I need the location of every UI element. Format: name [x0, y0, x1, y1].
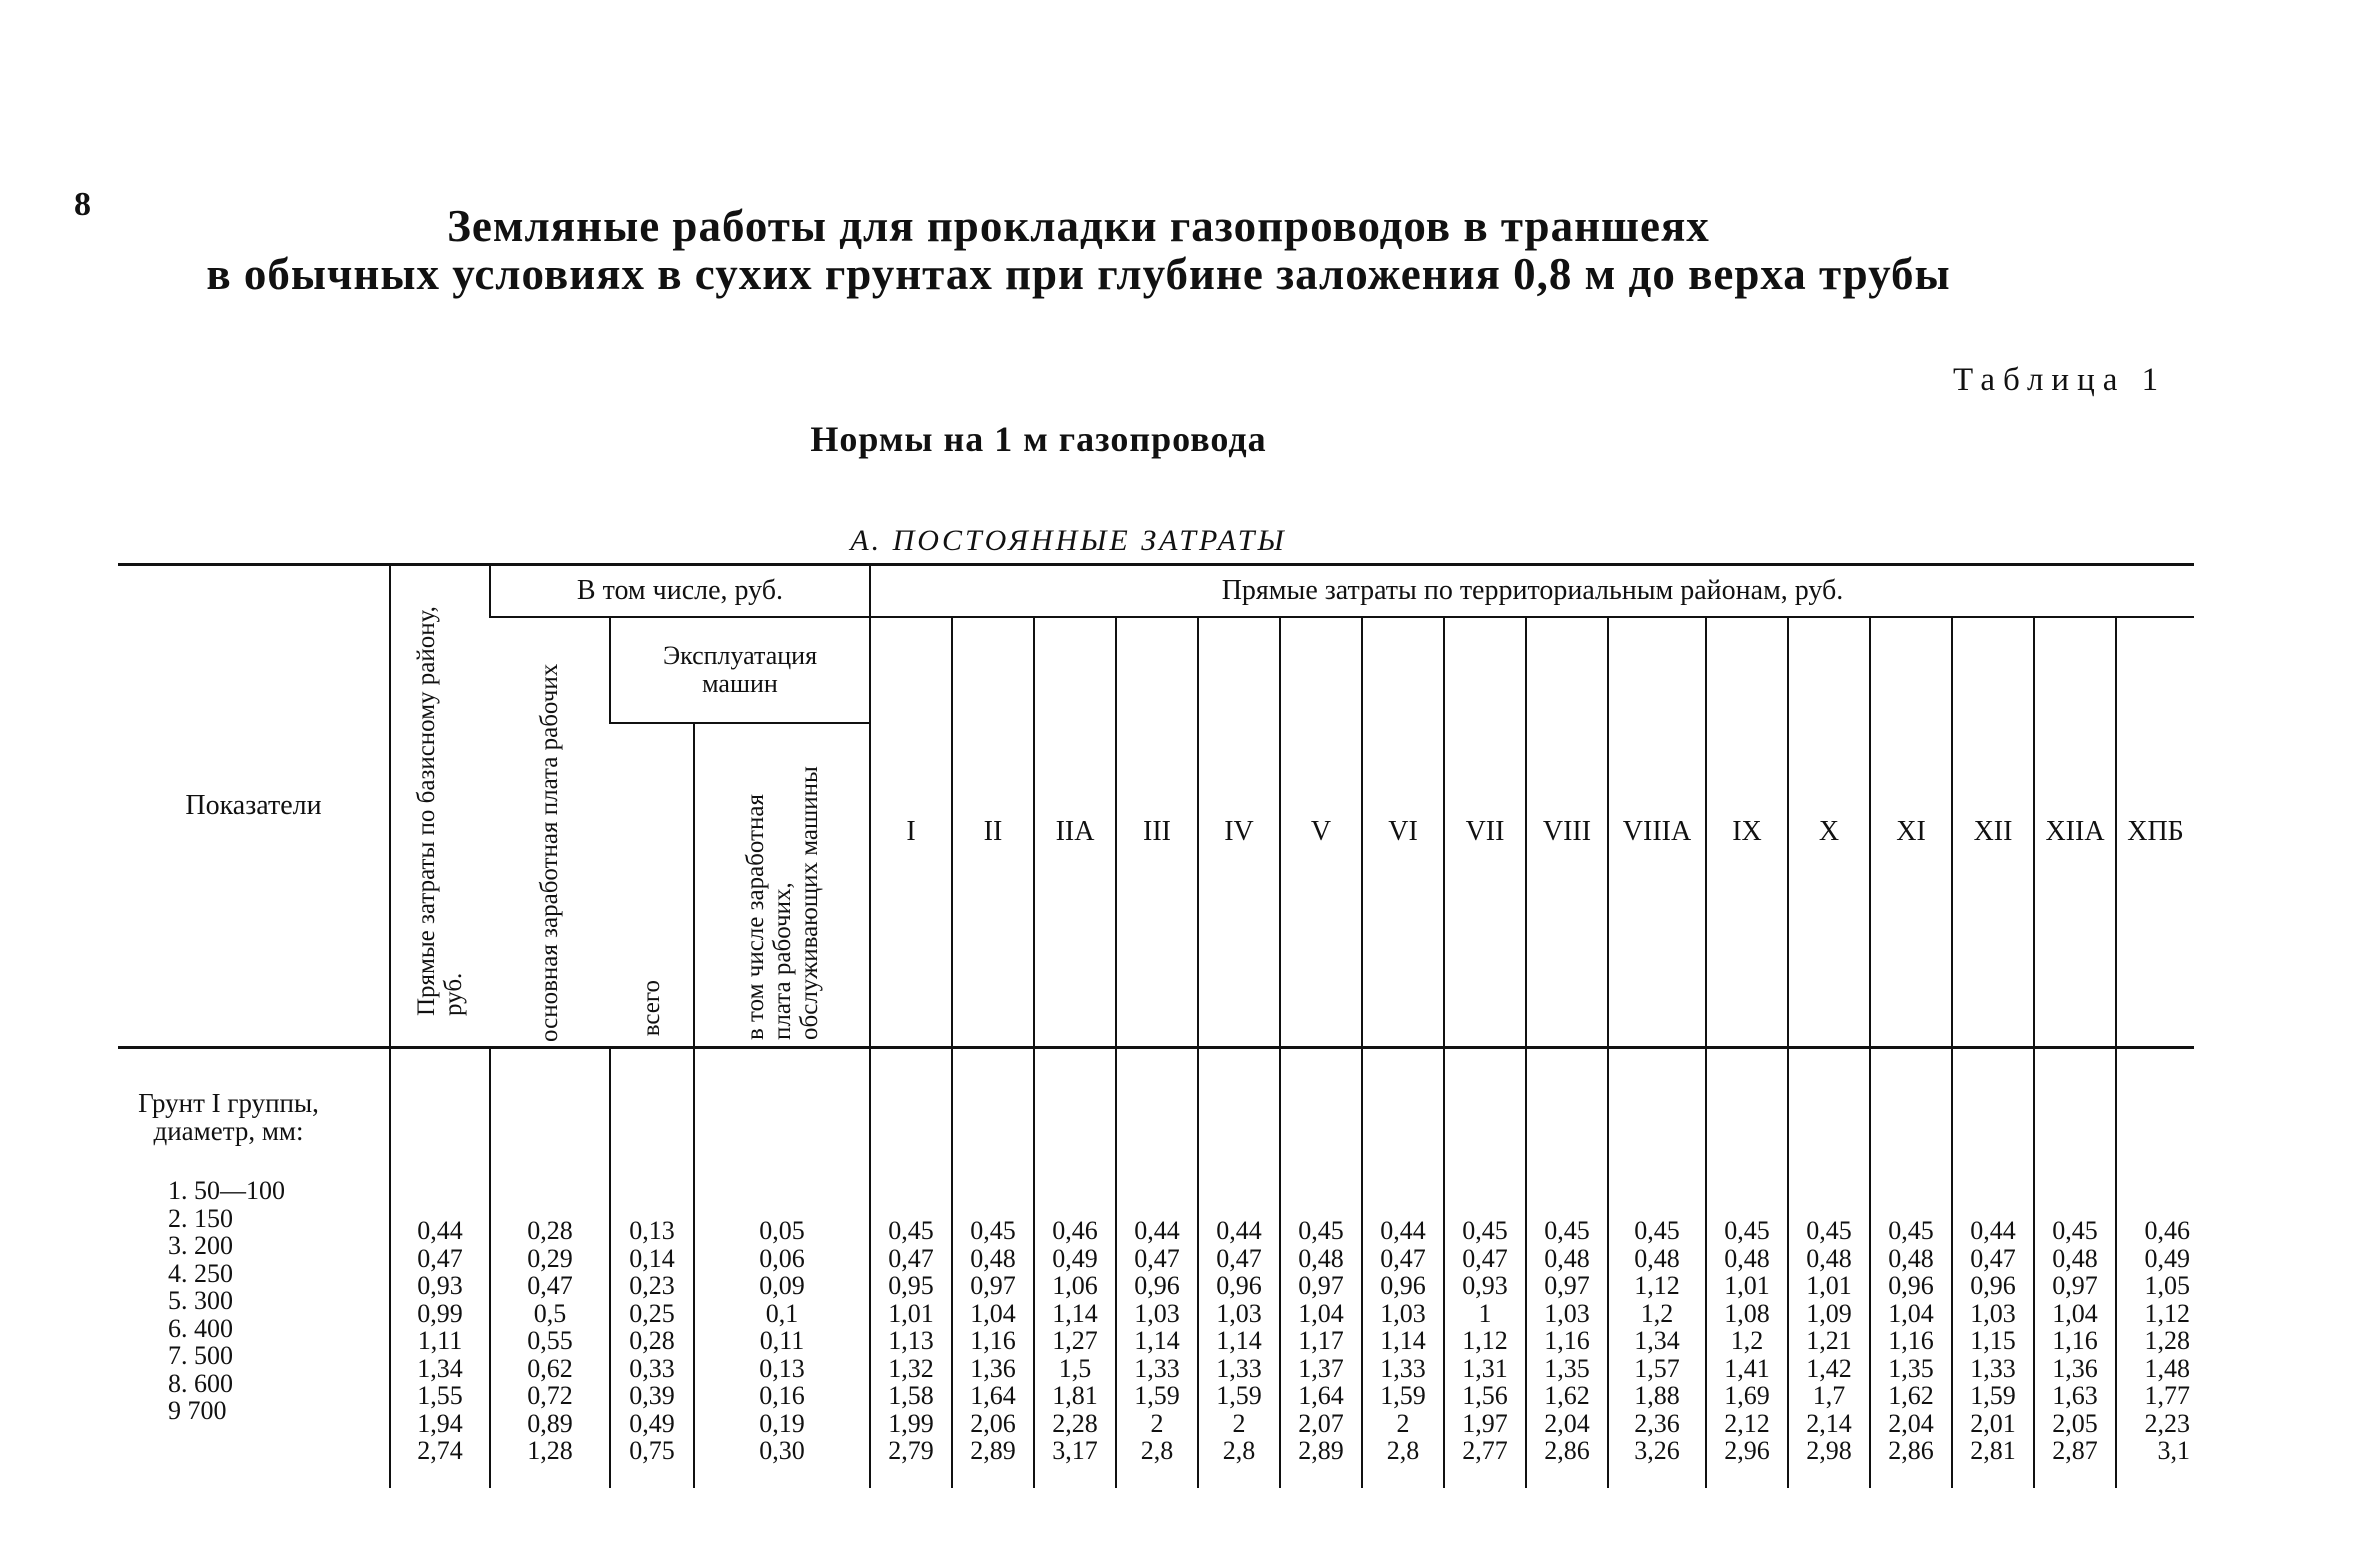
cell-region: 1,58	[888, 1381, 934, 1410]
cell-total: 0,23	[629, 1271, 675, 1300]
cell-region: 1,33	[1970, 1353, 2016, 1383]
cell-region: 1,62	[1888, 1381, 1934, 1410]
section-title: А. ПОСТОЯННЫЕ ЗАТРАТЫ	[850, 524, 1287, 557]
cell-region: 0,49	[2144, 1243, 2190, 1273]
cell-region: 1,2	[1730, 1326, 1764, 1355]
cell-wage: 0,62	[527, 1353, 573, 1383]
cell-region: 0,44	[1216, 1216, 1262, 1245]
cell-region: 1,14	[1052, 1298, 1098, 1328]
cell-region: 0,45	[2052, 1216, 2098, 1245]
cell-region: 1,13	[888, 1326, 934, 1355]
cell-region: 0,45	[1888, 1216, 1934, 1245]
cell-region: 2,86	[1544, 1436, 1590, 1465]
cell-region: 1,59	[1134, 1381, 1180, 1410]
cell-base: 1,11	[417, 1326, 463, 1355]
cell-region: 2,28	[1052, 1408, 1098, 1438]
cell-base: 1,94	[417, 1408, 463, 1438]
cell-region: 1,63	[2052, 1381, 2098, 1410]
cell-total: 0,25	[629, 1298, 675, 1328]
cell-region: 0,96	[1888, 1271, 1934, 1300]
header-total: всего	[610, 723, 694, 1048]
cell-region: 1,16	[1544, 1326, 1590, 1355]
col-region	[1198, 1048, 1280, 1488]
cell-region: 1,03	[1216, 1298, 1262, 1328]
cell-region: 2,07	[1298, 1408, 1344, 1438]
cell-region: 0,96	[1970, 1271, 2016, 1300]
col-region	[1116, 1048, 1198, 1488]
col-region	[870, 1048, 952, 1488]
cell-region: 2,06	[970, 1408, 1016, 1438]
region-header: IX	[1706, 617, 1788, 1048]
cell-region: 1,12	[2144, 1298, 2190, 1328]
cell-region: 1,59	[1380, 1381, 1426, 1410]
cell-total: 0,39	[629, 1381, 675, 1410]
cell-region: 1,01	[1806, 1271, 1852, 1300]
cell-base: 0,99	[417, 1298, 463, 1328]
norms-title: Нормы на 1 м газопровода	[810, 419, 1267, 459]
cell-region: 1,62	[1544, 1381, 1590, 1410]
cell-region: 1,64	[970, 1381, 1016, 1410]
cell-region: 1,57	[1634, 1353, 1680, 1383]
cell-region: 0,47	[888, 1243, 934, 1273]
cell-region: 0,45	[1544, 1216, 1590, 1245]
col-mwage	[694, 1048, 870, 1488]
cell-region: 1,12	[1462, 1326, 1508, 1355]
cell-region: 1,14	[1380, 1326, 1426, 1355]
region-header: XII	[1952, 617, 2034, 1048]
row-label: 8. 600	[168, 1368, 233, 1398]
cell-region: 1,03	[1970, 1298, 2016, 1328]
cell-region: 2,05	[2052, 1408, 2098, 1438]
cell-wage: 0,47	[527, 1271, 573, 1300]
cell-base: 1,55	[417, 1381, 463, 1410]
col-base	[390, 1048, 490, 1488]
cell-region: 1,35	[1888, 1353, 1934, 1383]
cell-region: 1,36	[2052, 1353, 2098, 1383]
header-basic-wage: основная заработная плата рабочих	[490, 617, 610, 1048]
cell-region: 2,04	[1544, 1408, 1590, 1438]
cell-region: 1,81	[1052, 1381, 1098, 1410]
cell-total: 0,75	[629, 1436, 675, 1465]
cell-region: 2,01	[1970, 1408, 2016, 1438]
col-region	[1952, 1048, 2034, 1488]
cell-region: 2	[1232, 1408, 1246, 1438]
cell-region: 0,47	[1462, 1243, 1508, 1273]
cell-mwage: 0,30	[759, 1436, 805, 1465]
cell-region: 2,8	[1386, 1436, 1420, 1465]
cell-region: 0,48	[1806, 1243, 1852, 1273]
cell-region: 0,45	[888, 1216, 934, 1245]
cell-region: 2	[1396, 1408, 1410, 1438]
cell-region: 2,89	[1298, 1436, 1344, 1465]
cell-region: 1,42	[1806, 1353, 1852, 1383]
table-body-row	[118, 1048, 2194, 1488]
cell-region: 1,7	[1812, 1381, 1846, 1410]
region-header: VIII	[1526, 617, 1608, 1048]
cell-region: 0,47	[1970, 1243, 2016, 1273]
cell-region: 0,46	[2144, 1216, 2190, 1245]
cell-region: 1,04	[1298, 1298, 1344, 1328]
col-region	[1444, 1048, 1526, 1488]
cell-region: 1,08	[1724, 1298, 1770, 1328]
cell-region: 1,34	[1634, 1326, 1680, 1355]
cell-region: 0,48	[1634, 1243, 1680, 1273]
region-header: IIA	[1034, 617, 1116, 1048]
cell-region: 0,48	[970, 1243, 1016, 1273]
row-label: 1. 50—100	[168, 1176, 285, 1205]
cell-region: 0,96	[1134, 1271, 1180, 1300]
col-region	[952, 1048, 1034, 1488]
region-header: X	[1788, 617, 1870, 1048]
cell-region: 0,45	[1724, 1216, 1770, 1245]
cell-region: 3,1	[2157, 1436, 2190, 1465]
col-region	[1362, 1048, 1444, 1488]
cell-total: 0,28	[629, 1326, 675, 1355]
cell-region: 0,48	[1298, 1243, 1344, 1273]
cell-region: 1,28	[2144, 1326, 2190, 1355]
row-label: 9 700	[168, 1396, 227, 1425]
cell-region: 1,59	[1216, 1381, 1262, 1410]
cell-mwage: 0,09	[759, 1271, 805, 1300]
cell-base: 0,47	[417, 1243, 463, 1273]
region-header: V	[1280, 617, 1362, 1048]
cell-base: 1,34	[417, 1353, 463, 1383]
table-label: Таблица 1	[1953, 362, 2167, 398]
cell-region: 2,86	[1888, 1436, 1934, 1465]
region-header: I	[870, 617, 952, 1048]
cell-region: 1,16	[1888, 1326, 1934, 1355]
col-region	[1280, 1048, 1362, 1488]
cell-region: 2,79	[888, 1436, 934, 1465]
cell-region: 1,15	[1970, 1326, 2016, 1355]
cell-region: 1,16	[970, 1326, 1016, 1355]
cell-wage: 0,29	[527, 1243, 573, 1273]
cell-region: 0,44	[1970, 1216, 2016, 1245]
cell-region: 1,04	[970, 1298, 1016, 1328]
cell-total: 0,49	[629, 1408, 675, 1438]
cell-region: 2,14	[1806, 1408, 1852, 1438]
region-header: VII	[1444, 617, 1526, 1048]
cell-region: 1	[1478, 1298, 1492, 1328]
region-header: VI	[1362, 617, 1444, 1048]
cell-region: 1,09	[1806, 1298, 1852, 1328]
header-indicators: Показатели	[118, 565, 390, 1048]
cell-region: 1,03	[1134, 1298, 1180, 1328]
col-region	[1608, 1048, 1706, 1488]
cell-region: 1,99	[888, 1408, 934, 1438]
cell-region: 2,87	[2052, 1436, 2098, 1465]
cell-region: 1,97	[1462, 1408, 1508, 1438]
region-header: XIIA	[2034, 617, 2116, 1048]
cell-region: 1,33	[1380, 1353, 1426, 1383]
cell-region: 1,41	[1724, 1353, 1770, 1383]
cell-wage: 0,28	[527, 1216, 573, 1245]
cell-region: 0,93	[1462, 1271, 1508, 1300]
cell-region: 0,48	[1544, 1243, 1590, 1273]
cell-total: 0,14	[629, 1243, 675, 1273]
cell-region: 1,56	[1462, 1381, 1508, 1410]
cell-region: 2,12	[1724, 1408, 1770, 1438]
cell-region: 0,48	[1724, 1243, 1770, 1273]
cell-region: 0,45	[1462, 1216, 1508, 1245]
row-label: 3. 200	[168, 1231, 233, 1260]
cell-region: 2,77	[1462, 1436, 1508, 1465]
cell-mwage: 0,19	[759, 1408, 805, 1438]
header-including: В том числе, руб.	[490, 565, 870, 617]
col-region	[1526, 1048, 1608, 1488]
col-region	[1788, 1048, 1870, 1488]
cell-region: 2,89	[970, 1436, 1016, 1465]
page-number: 8	[74, 186, 91, 223]
cell-region: 1,77	[2144, 1381, 2190, 1410]
col-region	[2116, 1048, 2194, 1488]
cell-region: 1,32	[888, 1353, 934, 1383]
header-direct-regions: Прямые затраты по территориальным районам, руб.	[870, 565, 2194, 617]
cell-region: 1,37	[1298, 1353, 1344, 1383]
row-label: 2. 150	[168, 1203, 233, 1233]
cell-region: 1,21	[1806, 1326, 1852, 1355]
cell-region: 1,31	[1462, 1353, 1508, 1383]
cell-region: 1,01	[1724, 1271, 1770, 1300]
cell-region: 0,45	[1634, 1216, 1680, 1245]
cell-region: 3,26	[1634, 1436, 1680, 1465]
row-label: 7. 500	[168, 1341, 233, 1370]
cell-region: 2,81	[1970, 1436, 2016, 1465]
cell-region: 0,47	[1216, 1243, 1262, 1273]
cell-region: 0,96	[1216, 1271, 1262, 1300]
cell-region: 0,45	[1806, 1216, 1852, 1245]
cell-region: 2,36	[1634, 1408, 1680, 1438]
cell-base: 0,44	[417, 1216, 463, 1245]
region-header: IV	[1198, 617, 1280, 1048]
header-incl-wage-machine: в том числе заработная плата рабочих, обслуживающих машины	[694, 723, 870, 1048]
cell-region: 1,33	[1216, 1353, 1262, 1383]
cell-wage: 0,5	[533, 1298, 567, 1328]
region-header: XI	[1870, 617, 1952, 1048]
cell-region: 1,36	[970, 1353, 1016, 1383]
col-total	[610, 1048, 694, 1488]
cell-region: 2,96	[1724, 1436, 1770, 1465]
col-region	[1034, 1048, 1116, 1488]
region-header: III	[1116, 617, 1198, 1048]
row-label: 5. 300	[168, 1286, 233, 1315]
cell-region: 0,47	[1380, 1243, 1426, 1273]
header-direct-base: Прямые затраты по базисному району, руб.	[390, 565, 490, 1048]
row-label: 6. 400	[168, 1313, 233, 1343]
cell-mwage: 0,1	[765, 1298, 799, 1328]
cell-region: 1,64	[1298, 1381, 1344, 1410]
cell-region: 2,8	[1140, 1436, 1174, 1465]
cell-region: 2,8	[1222, 1436, 1256, 1465]
group-label: Грунт I группы, диаметр, мм:	[138, 1088, 319, 1146]
row-label: 4. 250	[168, 1258, 233, 1288]
cell-region: 0,44	[1380, 1216, 1426, 1245]
cell-region: 1,27	[1052, 1326, 1098, 1355]
cell-region: 0,44	[1134, 1216, 1180, 1245]
cell-region: 2	[1150, 1408, 1164, 1438]
cell-region: 0,46	[1052, 1216, 1098, 1245]
cell-mwage: 0,05	[759, 1216, 805, 1245]
cell-wage: 1,28	[527, 1436, 573, 1465]
cell-wage: 0,89	[527, 1408, 573, 1438]
cell-region: 1,05	[2144, 1271, 2190, 1300]
cell-region: 1,69	[1724, 1381, 1770, 1410]
cell-region: 1,16	[2052, 1326, 2098, 1355]
cell-region: 1,33	[1134, 1353, 1180, 1383]
region-header: II	[952, 617, 1034, 1048]
cell-mwage: 0,06	[759, 1243, 805, 1273]
cell-region: 1,12	[1634, 1271, 1680, 1300]
cell-region: 1,2	[1640, 1298, 1674, 1328]
row-labels-cell	[118, 1048, 390, 1488]
cell-region: 0,49	[1052, 1243, 1098, 1273]
col-region	[2034, 1048, 2116, 1488]
cell-region: 2,98	[1806, 1436, 1852, 1465]
col-region	[1870, 1048, 1952, 1488]
title-line-1: Земляные работы для прокладки газопроводов в траншеях	[447, 201, 1710, 251]
norms-table	[118, 563, 2194, 1488]
cell-region: 0,45	[970, 1216, 1016, 1245]
cell-region: 0,97	[1544, 1271, 1590, 1300]
cell-region: 1,48	[2144, 1353, 2190, 1383]
cell-region: 0,47	[1134, 1243, 1180, 1273]
cell-region: 1,59	[1970, 1381, 2016, 1410]
region-header: ХПБ	[2116, 617, 2194, 1048]
cell-region: 1,06	[1052, 1271, 1098, 1300]
cell-region: 1,04	[1888, 1298, 1934, 1328]
cell-wage: 0,72	[527, 1381, 573, 1410]
cell-region: 1,17	[1298, 1326, 1344, 1355]
col-wage	[490, 1048, 610, 1488]
cell-region: 0,96	[1380, 1271, 1426, 1300]
cell-region: 3,17	[1052, 1436, 1098, 1465]
cell-wage: 0,55	[527, 1326, 573, 1355]
cell-region: 1,03	[1544, 1298, 1590, 1328]
cell-region: 0,97	[1298, 1271, 1344, 1300]
cell-mwage: 0,16	[759, 1381, 805, 1410]
cell-region: 0,48	[1888, 1243, 1934, 1273]
cell-region: 0,97	[2052, 1271, 2098, 1300]
cell-region: 2,23	[2144, 1408, 2190, 1438]
cell-region: 0,48	[2052, 1243, 2098, 1273]
region-header: VIIIA	[1608, 617, 1706, 1048]
cell-mwage: 0,13	[759, 1353, 805, 1383]
cell-total: 0,33	[629, 1353, 675, 1383]
cell-region: 1,04	[2052, 1298, 2098, 1328]
header-machine-op: Эксплуатация машин	[610, 617, 870, 723]
cell-region: 0,95	[888, 1271, 934, 1300]
cell-region: 1,35	[1544, 1353, 1590, 1383]
cell-region: 2,04	[1888, 1408, 1934, 1438]
cell-base: 2,74	[417, 1436, 463, 1465]
cell-region: 1,14	[1134, 1326, 1180, 1355]
cell-mwage: 0,11	[759, 1326, 805, 1355]
cell-region: 1,14	[1216, 1326, 1262, 1355]
title-line-2: в обычных условиях в сухих грунтах при глубине заложения 0,8 м до верха трубы	[206, 249, 1951, 299]
cell-base: 0,93	[417, 1271, 463, 1300]
cell-region: 0,45	[1298, 1216, 1344, 1245]
cell-region: 1,03	[1380, 1298, 1426, 1328]
cell-region: 1,88	[1634, 1381, 1680, 1410]
cell-region: 1,01	[888, 1298, 934, 1328]
col-region	[1706, 1048, 1788, 1488]
cell-total: 0,13	[629, 1216, 675, 1245]
cell-region: 1,5	[1058, 1353, 1092, 1383]
cell-region: 0,97	[970, 1271, 1016, 1300]
